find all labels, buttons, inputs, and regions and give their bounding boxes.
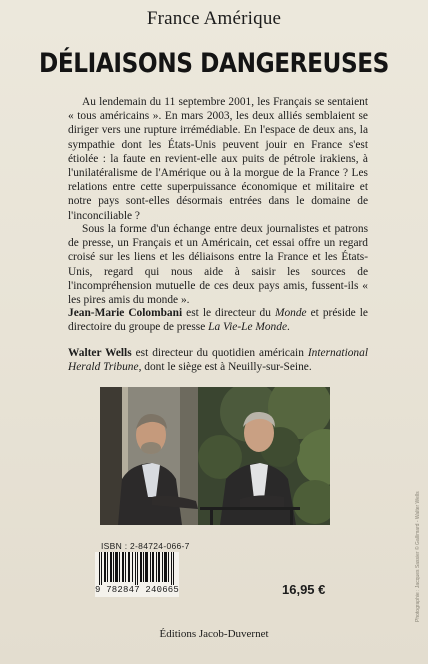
group-name: La Vie-Le Monde bbox=[208, 321, 287, 334]
photo-credit: Photographie : Jacques Sassier © Gallimard - Walter Wells bbox=[415, 491, 421, 622]
barcode-bars bbox=[97, 552, 177, 585]
series-name: France Amérique bbox=[146, 8, 282, 29]
bio-text: et préside le directoire du groupe de presse bbox=[68, 307, 368, 334]
barcode-digits: 9 782847 240665 bbox=[95, 585, 180, 595]
author-bio-wells bbox=[68, 346, 368, 374]
newspaper-name: International Herald Tribune bbox=[68, 347, 368, 374]
price: 16,95 € bbox=[282, 582, 326, 597]
newspaper-name: Monde bbox=[274, 307, 307, 319]
bio-text: est directeur du quotidien américain bbox=[131, 347, 308, 359]
barcode bbox=[95, 552, 179, 597]
book-title: DÉLIAISONS DANGEREUSES bbox=[39, 48, 389, 79]
summary-paragraph-2: Sous la forme d'un échange entre deux journalistes et patrons de presse, un Français et un Américain, cet essai offre un regard croisé sur les liens et les déliaisons entre la France et les États-Unis, regard qui nous aide à saisir les sources de l'incompréhension mutuelle de ces deux pays amis, fussent-ils « les pires amis du monde ». bbox=[68, 223, 368, 307]
summary-paragraph-1: Au lendemain du 11 septembre 2001, les Français se sentaient « tous américains ». En mars 2003, les deux alliés semblaient se diriger vers une rupture irrémédiable. En l'espace de deux ans, la sympathie dont les États-Unis peuvent jouir en France s'est étiolée : la faute en revient-elle aux puits de pétrole irakiens, à l'unilatéralisme de l'Amérique ou à la morgue de la France ? Les relations entre cette superpuissance économique et militaire et notre pays sont-elles désormais entrées dans le domaine de l'inconciliable ? bbox=[68, 96, 368, 222]
bio-text: est le directeur du bbox=[182, 307, 275, 319]
isbn-number: ISBN : 2-84724-066-7 bbox=[101, 541, 190, 551]
publisher-name: Éditions Jacob-Duvernet bbox=[159, 628, 269, 640]
bio-text: , dont le siège est à Neuilly-sur-Seine. bbox=[138, 361, 312, 374]
authors-photo bbox=[100, 387, 330, 525]
bio-text: . bbox=[287, 321, 290, 334]
author-name-wells: Walter Wells bbox=[68, 347, 132, 359]
author-bio-colombani bbox=[68, 306, 368, 334]
author-name-colombani: Jean-Marie Colombani bbox=[68, 307, 183, 319]
